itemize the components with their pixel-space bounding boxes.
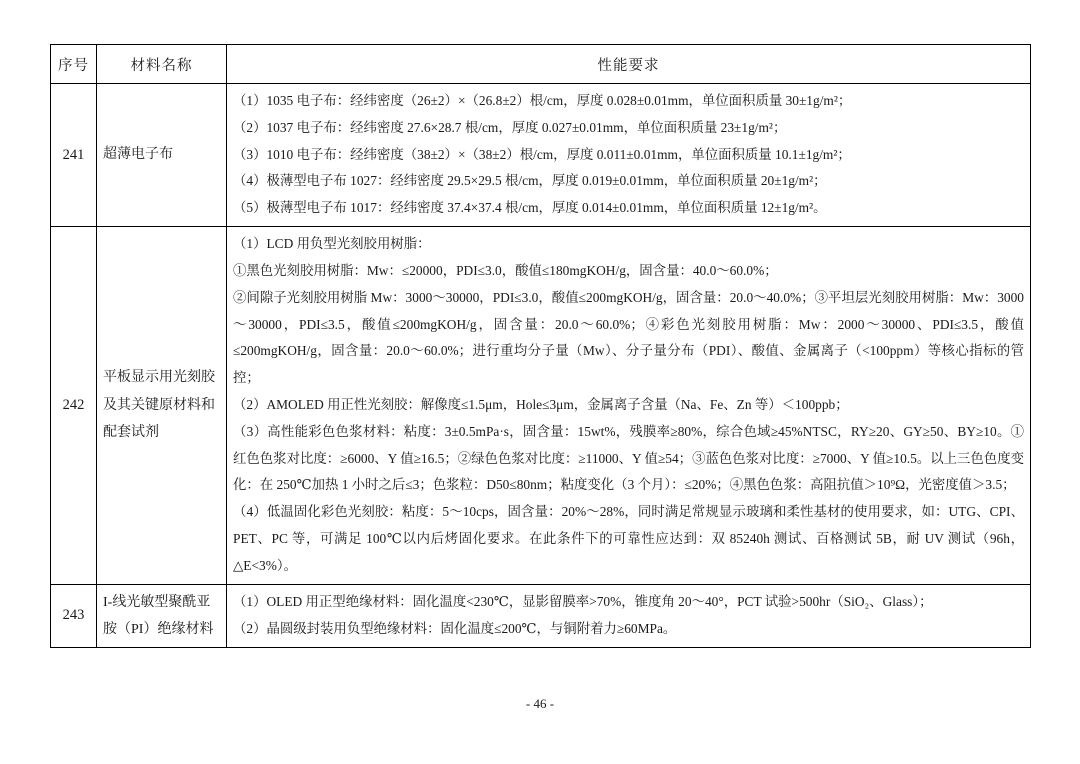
requirement-line: （4）低温固化彩色光刻胶：粘度：5～10cps，固含量：20%～28%，同时满足常规显示玻璃和柔性基材的使用要求，如：UTG、CPI、PET、PC 等，可满足 100℃以内后烤固化要求。在此条件下的可靠性应达到：双 85240h 测试、百格测试 5B，耐 UV 测试（96h，△E<3%）。 xyxy=(233,504,1024,573)
row-material-name: 平板显示用光刻胶及其关键原材料和配套试剂 xyxy=(97,227,227,585)
requirement-line: （2）1037 电子布：经纬密度 27.6×28.7 根/cm，厚度 0.027±0.01mm，单位面积质量 23±1g/m²； xyxy=(233,119,787,135)
table-row xyxy=(51,584,1031,648)
row-requirements xyxy=(227,584,1031,648)
requirement-line: （4）极薄型电子布 1027：经纬密度 29.5×29.5 根/cm，厚度 0.019±0.01mm，单位面积质量 20±1g/m²； xyxy=(233,173,827,189)
requirement-line: （1）OLED 用正型绝缘材料：固化温度<230℃，显影留膜率>70%，锥度角 20～40°，PCT 试验>500hr（SiO₂、Glass）； xyxy=(233,594,933,610)
column-header-performance-requirements: 性能要求 xyxy=(227,45,1031,84)
row-requirements xyxy=(227,84,1031,227)
requirement-line: （3）1010 电子布：经纬密度（38±2）×（38±2）根/cm，厚度 0.011±0.01mm，单位面积质量 10.1±1g/m²； xyxy=(233,146,851,162)
row-number: 241 xyxy=(51,84,97,227)
requirement-line: ②间隙子光刻胶用树脂 Mw：3000～30000，PDI≤3.0，酸值≤200mgKOH/g，固含量：20.0～40.0%；③平坦层光刻胶用树脂：Mw：3000～30000，PDI≤3.5，酸值≤200mgKOH/g，固含量：20.0～60.0%；④彩色光刻胶用树脂：Mw：2000～30000、PDI≤3.5，酸值≤200mgKOH/g，固含量：20.0～60.0%；进行重均分子量（Mw）、分子量分布（PDI）、酸值、金属离子（<100ppm）等核心指标的管控； xyxy=(233,289,1024,386)
row-number: 242 xyxy=(51,227,97,585)
table-body xyxy=(51,84,1031,648)
column-header-material-name: 材料名称 xyxy=(97,45,227,84)
requirement-line: （2）AMOLED 用正性光刻胶：解像度≤1.5μm，Hole≤3μm，金属离子含量（Na、Fe、Zn 等）＜100ppb； xyxy=(233,396,849,412)
requirement-line: （1）LCD 用负型光刻胶用树脂： xyxy=(233,236,431,252)
column-header-no: 序号 xyxy=(51,45,97,84)
row-number: 243 xyxy=(51,584,97,648)
table-header-row xyxy=(51,45,1031,84)
table-row xyxy=(51,84,1031,227)
row-requirements xyxy=(227,227,1031,585)
table-row xyxy=(51,227,1031,585)
requirement-line: （1）1035 电子布：经纬密度（26±2）×（26.8±2）根/cm，厚度 0.028±0.01mm，单位面积质量 30±1g/m²； xyxy=(233,93,852,108)
row-material-name: I-线光敏型聚酰亚胺（PI）绝缘材料 xyxy=(97,584,227,648)
specification-table xyxy=(50,44,1031,648)
requirement-line: ①黑色光刻胶用树脂：Mw：≤20000，PDI≤3.0，酸值≤180mgKOH/g，固含量：40.0～60.0%； xyxy=(233,262,778,278)
requirement-line: （3）高性能彩色色浆材料：粘度：3±0.5mPa·s，固含量：15wt%，残膜率≥80%，综合色域≥45%NTSC，RY≥20、GY≥50、BY≥10。①红色色浆对比度：≥6000、Y 值≥16.5；②绿色色浆对比度：≥11000、Y 值≥54；③蓝色色浆对比度：≥7000、Y 值≥10.5。以上三色色度变化：在 250℃加热 1 小时之后≤3；色浆粒：D50≤80nm；粘度变化（3 个月）：≤20%；④黑色色浆：高阻抗值＞10⁹Ω，光密度值＞3.5； xyxy=(233,423,1024,493)
page-number: - 46 - xyxy=(525,696,555,711)
requirement-line: （2）晶圆级封装用负型绝缘材料：固化温度≤200℃，与铜附着力≥60MPa。 xyxy=(233,620,677,636)
table-header xyxy=(51,45,1031,84)
row-material-name: 超薄电子布 xyxy=(97,84,227,227)
requirement-line: （5）极薄型电子布 1017：经纬密度 37.4×37.4 根/cm，厚度 0.014±0.01mm，单位面积质量 12±1g/m²。 xyxy=(233,200,827,216)
